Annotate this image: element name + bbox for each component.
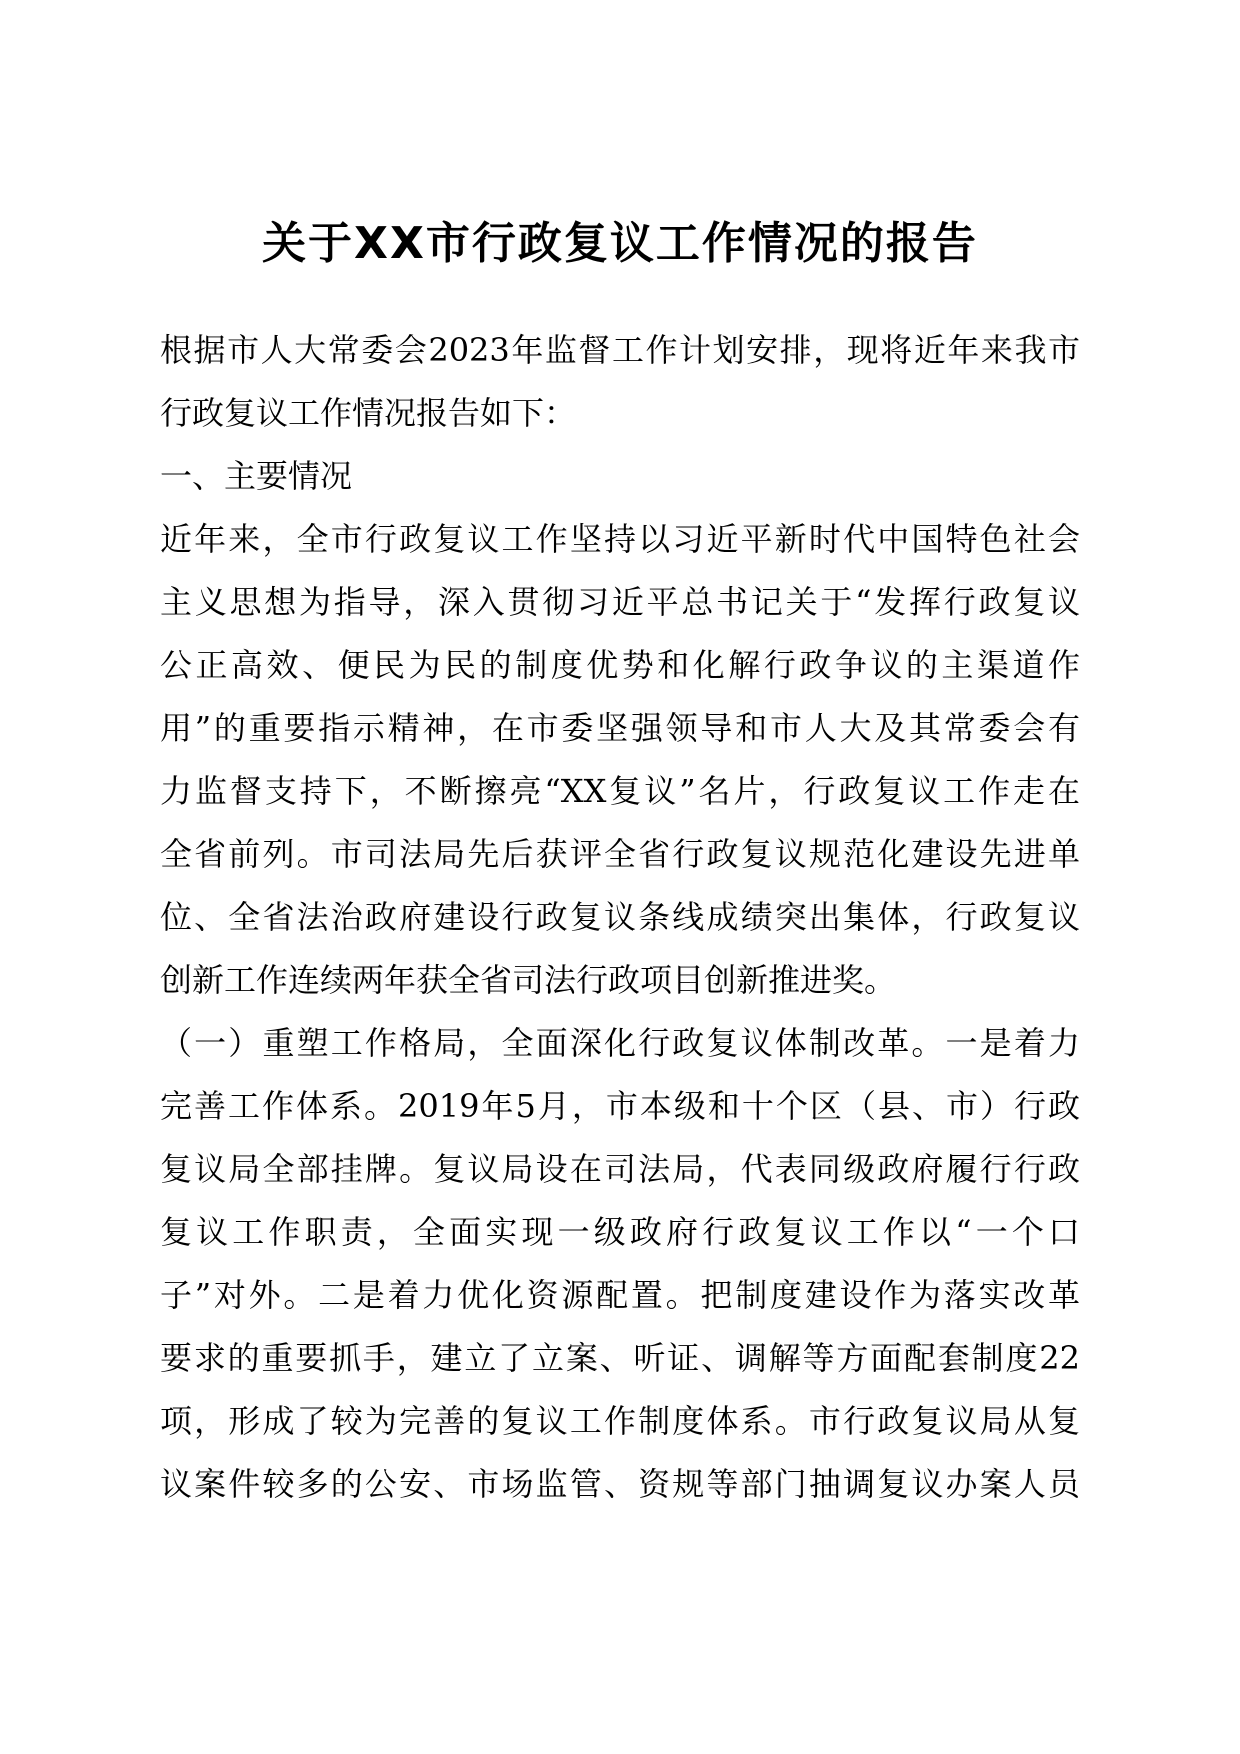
body-line: 全省前列。市司法局先后获评全省行政复议规范化建设先进单	[160, 835, 1080, 873]
body-line: 要求的重要抓手，建立了立案、听证、调解等方面配套制度22	[160, 1339, 1080, 1377]
body-line: 复议局全部挂牌。复议局设在司法局，代表同级政府履行行政	[160, 1150, 1080, 1188]
body-line: 完善工作体系。2019年5月，市本级和十个区（县、市）行政	[160, 1087, 1080, 1125]
body-line: 近年来，全市行政复议工作坚持以习近平新时代中国特色社会	[160, 520, 1080, 558]
section-heading: 一、主要情况	[160, 457, 353, 495]
body-line: 行政复议工作情况报告如下：	[160, 394, 577, 432]
body-line: 复议工作职责，全面实现一级政府行政复议工作以“一个口	[160, 1213, 1080, 1251]
body-line: 用”的重要指示精神，在市委坚强领导和市人大及其常委会有	[160, 709, 1080, 747]
body-line: 根据市人大常委会2023年监督工作计划安排，现将近年来我市	[160, 331, 1080, 369]
body-line: 力监督支持下，不断擦亮“XX复议”名片，行政复议工作走在	[160, 772, 1080, 810]
document-body	[160, 319, 1080, 1516]
body-line: 子”对外。二是着力优化资源配置。把制度建设作为落实改革	[160, 1276, 1080, 1314]
document-title: 关于XX市行政复议工作情况的报告	[262, 218, 978, 269]
body-line: 议案件较多的公安、市场监管、资规等部门抽调复议办案人员	[160, 1465, 1080, 1503]
body-line: 项，形成了较为完善的复议工作制度体系。市行政复议局从复	[160, 1402, 1080, 1440]
body-line: 位、全省法治政府建设行政复议条线成绩突出集体，行政复议	[160, 898, 1080, 936]
body-line: 主义思想为指导，深入贯彻习近平总书记关于“发挥行政复议	[160, 583, 1080, 621]
body-line: 创新工作连续两年获全省司法行政项目创新推进奖。	[160, 961, 897, 999]
body-line: （一）重塑工作格局，全面深化行政复议体制改革。一是着力	[160, 1024, 1080, 1062]
body-line: 公正高效、便民为民的制度优势和化解行政争议的主渠道作	[160, 646, 1080, 684]
